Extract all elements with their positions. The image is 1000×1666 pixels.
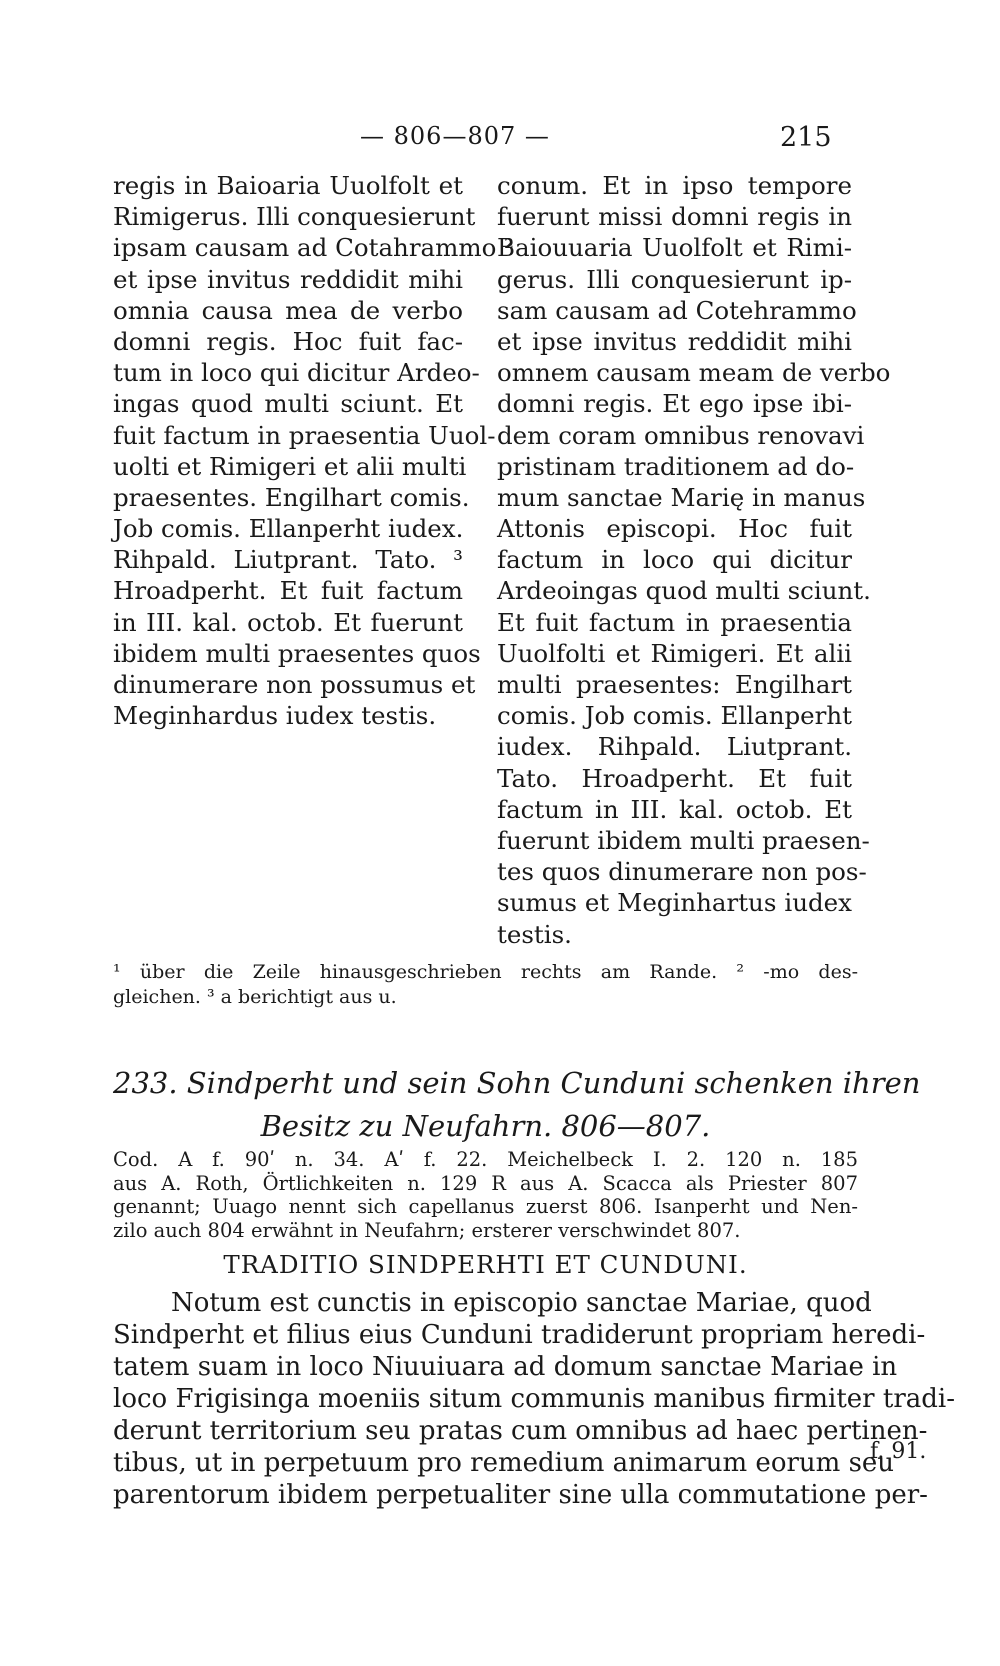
- column-line: ingas quod multi sciunt. Et: [113, 389, 463, 419]
- body-line: loco Frigisinga moeniis situm communis manibus firmiter tradi-: [113, 1384, 955, 1414]
- column-line: uolti et Rimigeri et alii multi: [113, 451, 467, 481]
- column-line: fuit factum in praesentia Uuol-: [113, 420, 496, 450]
- column-line: omnia causa mea de verbo: [113, 295, 463, 325]
- column-line: Rimigerus. Illi conquesierunt: [113, 202, 476, 232]
- footnote-line: ¹ über die Zeile hinausgeschrieben rechts am Rande. ² -mo des-: [113, 961, 858, 983]
- body-line: tibus, ut in perpetuum pro remedium animarum eorum seu: [113, 1448, 895, 1478]
- body-line: parentorum ibidem perpetualiter sine ulla commutatione per-: [113, 1480, 928, 1510]
- column-line: sumus et Meginhartus iudex: [497, 888, 852, 918]
- document-heading: TRADITIO SINDPERHTI ET CUNDUNI.: [223, 1250, 748, 1279]
- entry-title-line: Besitz zu Neufahrn. 806—807.: [260, 1109, 711, 1143]
- column-line: et ipse invitus reddidit mihi: [113, 264, 463, 294]
- column-line: pristinam traditionem ad do-: [497, 451, 855, 481]
- column-line: in III. kal. octob. Et fuerunt: [113, 607, 463, 637]
- column-line: Hroadperht. Et fuit factum: [113, 576, 463, 606]
- column-line: fuerunt missi domni regis in: [497, 202, 852, 232]
- column-line: Ardeoingas quod multi sciunt.: [497, 576, 871, 606]
- page-header: [0, 118, 1000, 158]
- source-note-line: genannt; Uuago nennt sich capellanus zuerst 806. Isanperht und Nen-: [113, 1195, 858, 1218]
- column-line: Uuolfolti et Rimigeri. Et alii: [497, 638, 852, 668]
- column-line: ibidem multi praesentes quos: [113, 638, 481, 668]
- source-note-line: zilo auch 804 erwähnt in Neufahrn; ersterer verschwindet 807.: [113, 1218, 741, 1242]
- margin-folio-note: f. 91.: [870, 1439, 927, 1464]
- column-line: dem coram omnibus renovavi: [497, 420, 865, 450]
- left-column: [113, 170, 514, 731]
- column-line: Meginhardus iudex testis.: [113, 701, 437, 731]
- column-line: Tato. Hroadperht. Et fuit: [497, 763, 852, 793]
- column-line: Attonis episcopi. Hoc fuit: [497, 514, 852, 544]
- column-line: factum in III. kal. octob. Et: [497, 794, 852, 824]
- column-line: regis in Baioaria Uuolfolt et: [113, 171, 463, 200]
- column-line: domni regis. Hoc fuit fac-: [113, 326, 463, 356]
- column-line: Et fuit factum in praesentia: [497, 607, 852, 637]
- column-line: Job comis. Ellanperht iudex.: [113, 514, 464, 544]
- column-line: conum. Et in ipso tempore: [497, 171, 852, 200]
- column-line: iudex. Rihpald. Liutprant.: [497, 732, 852, 762]
- right-column: [497, 170, 891, 950]
- page-number: 215: [780, 122, 832, 153]
- body-line: derunt territorium seu pratas cum omnibus ad haec pertinen-: [113, 1416, 928, 1446]
- source-notes: [113, 1148, 858, 1242]
- column-line: dinumerare non possumus et: [113, 670, 476, 699]
- source-note-line: aus A. Roth, Örtlichkeiten n. 129 R aus A. Scacca als Priester 807: [113, 1171, 858, 1195]
- column-line: ipsam causam ad Cotahrammo ²: [113, 233, 514, 263]
- column-line: fuerunt ibidem multi praesen-: [497, 825, 870, 855]
- column-line: praesentes. Engilhart comis.: [113, 482, 470, 512]
- footnotes: [113, 960, 858, 1010]
- column-line: mum sanctae Marię in manus: [497, 482, 866, 512]
- running-head: — 806—807 —: [360, 122, 550, 150]
- column-line: factum in loco qui dicitur: [497, 545, 852, 575]
- column-line: multi praesentes: Engilhart: [497, 670, 852, 699]
- entry-title: [113, 1062, 921, 1148]
- column-line: Rihpald. Liutprant. Tato. ³: [113, 545, 463, 575]
- column-line: Baiouuaria Uuolfolt et Rimi-: [497, 233, 852, 263]
- body-line: Notum est cunctis in episcopio sanctae Mariae, quod: [171, 1288, 872, 1318]
- column-line: comis. Job comis. Ellanperht: [497, 701, 852, 731]
- column-line: testis.: [497, 919, 572, 949]
- body-line: tatem suam in loco Niuuiuara ad domum sanctae Mariae in: [113, 1352, 898, 1382]
- column-line: tes quos dinumerare non pos-: [497, 857, 867, 887]
- column-line: gerus. Illi conquesierunt ip-: [497, 264, 852, 294]
- entry-title-line: 233. Sindperht und sein Sohn Cunduni schenken ihren: [113, 1066, 921, 1100]
- column-line: et ipse invitus reddidit mihi: [497, 326, 852, 356]
- column-line: sam causam ad Cotehrammo: [497, 295, 857, 325]
- column-line: omnem causam meam de verbo: [497, 358, 891, 388]
- footnote-line: gleichen. ³ a berichtigt aus u.: [113, 986, 397, 1008]
- source-note-line: Cod. A f. 90ʹ n. 34. Aʹ f. 22. Meichelbeck I. 2. 120 n. 185: [113, 1148, 858, 1171]
- body-line: Sindperht et filius eius Cunduni tradiderunt propriam heredi-: [113, 1320, 926, 1350]
- column-line: domni regis. Et ego ipse ibi-: [497, 389, 852, 419]
- column-line: tum in loco qui dicitur Ardeo-: [113, 358, 480, 388]
